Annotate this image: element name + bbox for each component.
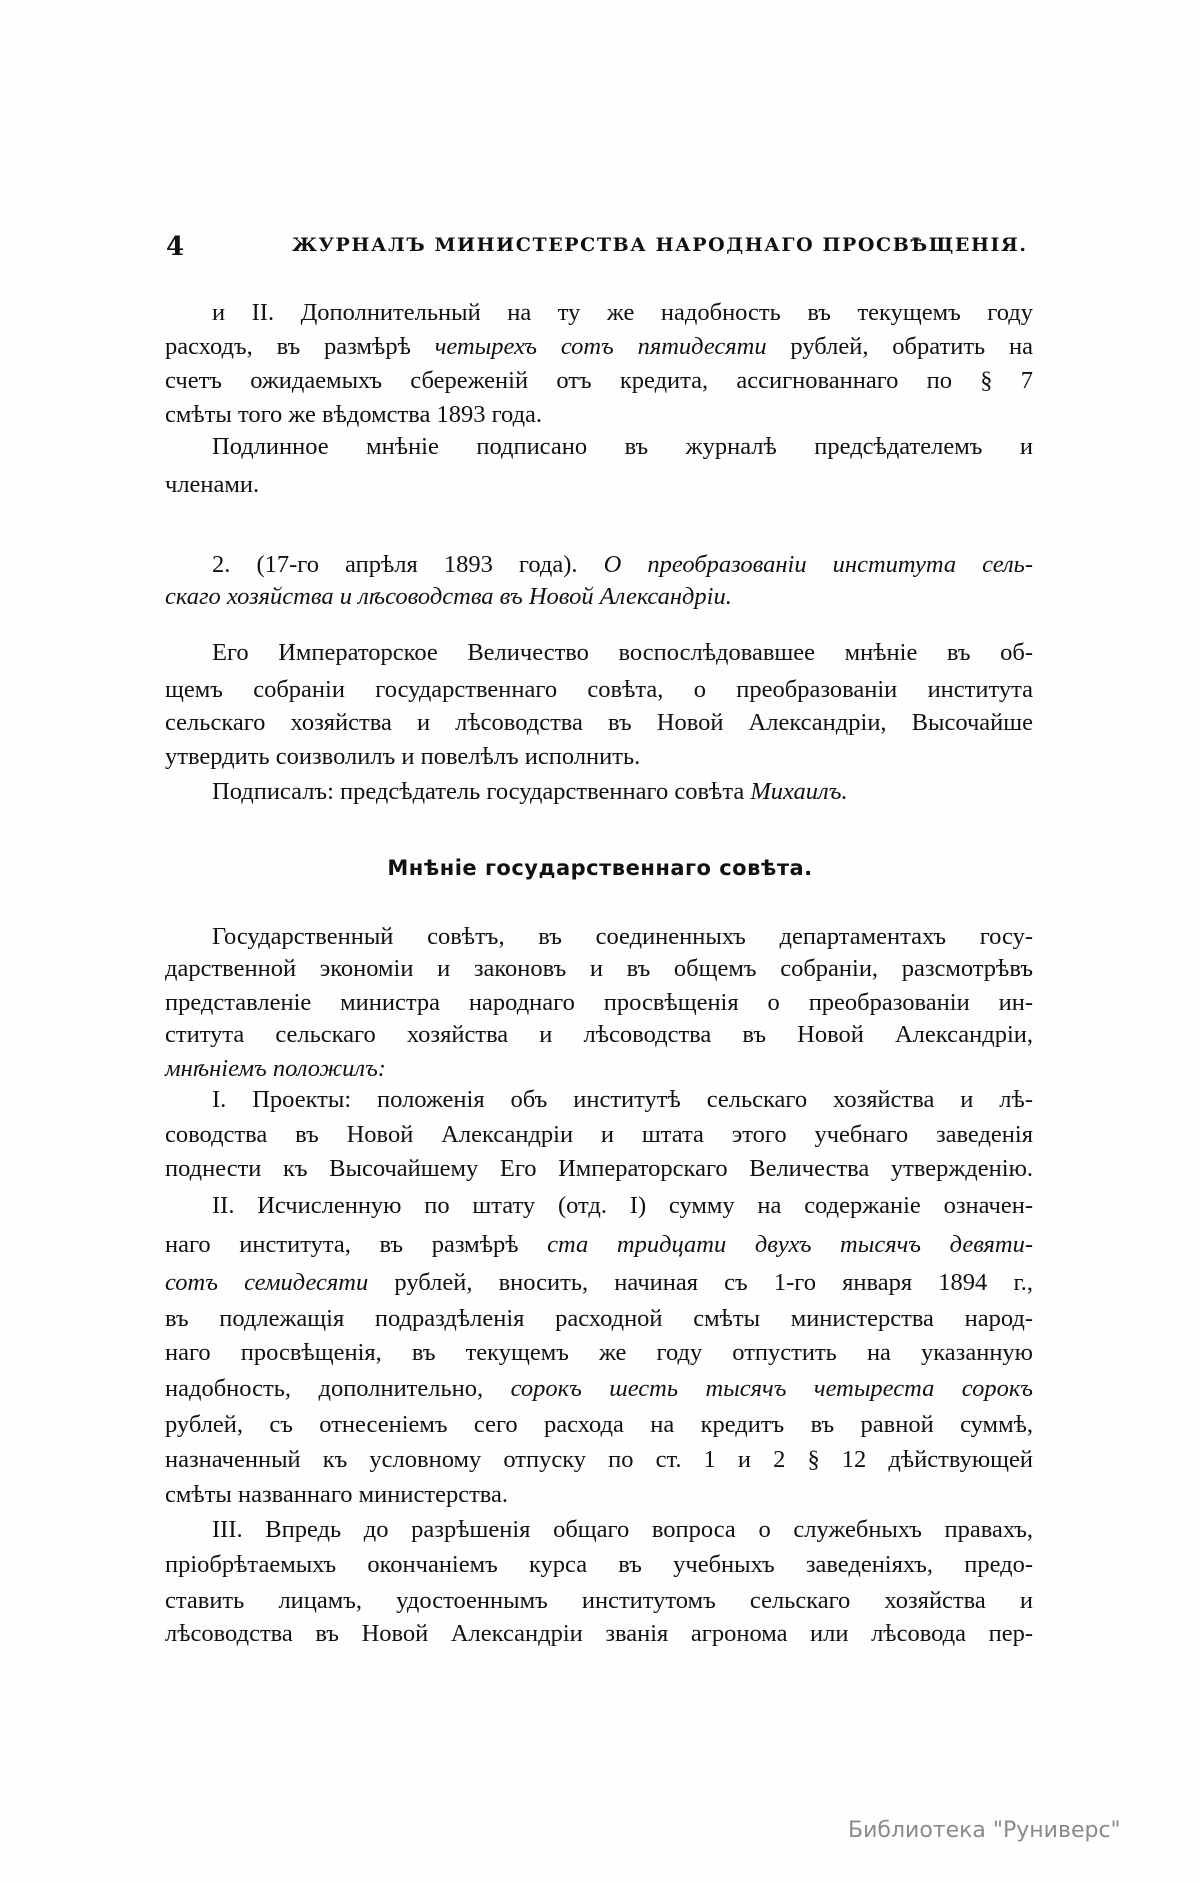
text-line (165, 1617, 1033, 1651)
text-line (165, 1052, 1033, 1086)
text-segment: щемъ собраніи государственнаго совѣта, о преобразованіи института (165, 676, 1033, 703)
text-line (165, 1266, 1033, 1300)
section-heading: Мнѣніе государственнаго совѣта. (387, 856, 813, 880)
text-line (165, 580, 1033, 614)
text-line (165, 1018, 1033, 1052)
text-segment: поднести къ Высочайшему Его Императорскаго Величества утвержденію. (165, 1155, 1033, 1182)
text-line (212, 920, 1033, 954)
italic-text: О преобразованіи института сель- (603, 551, 1033, 578)
text-line (165, 1408, 1033, 1442)
text-segment: представленіе министра народнаго просвѣщенія о преобразованіи ин- (165, 989, 1033, 1016)
text-segment: рублей, обратить на (766, 333, 1033, 360)
text-segment: въ подлежащія подраздѣленія расходной смѣты министерства народ- (165, 1305, 1033, 1332)
italic-text: сотъ семидесяти (165, 1269, 369, 1296)
text-line (212, 775, 1033, 809)
text-segment: соводства въ Новой Александріи и штата этого учебнаго заведенія (165, 1121, 1033, 1148)
text-line (165, 1228, 1033, 1262)
text-segment: дарственной экономіи и законовъ и въ общемъ собраніи, разсмотрѣвъ (165, 955, 1033, 982)
italic-text: Михаилъ. (750, 778, 848, 805)
text-segment: Подлинное мнѣніе подписано въ журналѣ предсѣдателемъ и (212, 433, 1033, 460)
text-segment: утвердить соизволилъ и повелѣлъ исполнить. (165, 743, 641, 770)
text-line (165, 468, 1033, 502)
italic-text: скаго хозяйства и лѣсоводства въ Новой Александріи. (165, 583, 732, 610)
text-segment: I. Проекты: положенія объ институтѣ сельскаго хозяйства и лѣ- (212, 1086, 1033, 1113)
text-line (165, 1478, 1033, 1512)
text-line (212, 548, 1033, 582)
text-line (212, 430, 1033, 464)
text-segment: 2. (17-го апрѣля 1893 года). (212, 551, 604, 578)
italic-text: ста тридцати двухъ тысячъ девяти- (547, 1231, 1033, 1258)
italic-text: мнѣніемъ положилъ: (165, 1055, 386, 1082)
running-head: ЖУРНАЛЪ МИНИСТЕРСТВА НАРОДНАГО ПРОСВѢЩЕНІЯ. (292, 234, 1028, 256)
text-segment: II. Исчисленную по штату (отд. I) сумму на содержаніе означен- (212, 1192, 1033, 1219)
text-segment: сельскаго хозяйства и лѣсоводства въ Новой Александріи, Высочайше (165, 709, 1033, 736)
text-line (212, 1513, 1033, 1547)
italic-text: сорокъ шесть тысячъ четыреста сорокъ (510, 1375, 1033, 1402)
text-line (165, 740, 1033, 774)
text-line (212, 1189, 1033, 1223)
text-line (165, 1548, 1033, 1582)
text-line (165, 1118, 1033, 1152)
text-line (212, 1083, 1033, 1117)
text-line (165, 986, 1033, 1020)
text-segment: ставить лицамъ, удостоеннымъ институтомъ сельскаго хозяйства и (165, 1587, 1033, 1614)
page-number: 4 (166, 232, 185, 262)
text-segment: смѣты того же вѣдомства 1893 года. (165, 401, 543, 428)
text-segment: расходъ, въ размѣрѣ (165, 333, 435, 360)
text-segment: рублей, вносить, начиная съ 1-го января 1894 г., (368, 1269, 1034, 1296)
text-line (165, 706, 1033, 740)
text-segment: и II. Дополнительный на ту же надобность въ текущемъ году (212, 299, 1033, 326)
text-segment: членами. (165, 471, 260, 498)
text-segment: лѣсоводства въ Новой Александріи званія агронома или лѣсовода пер- (165, 1620, 1033, 1647)
text-segment: Его Императорское Величество воспослѣдовавшее мнѣніе въ об- (212, 639, 1033, 666)
italic-text: четырехъ сотъ пятидесяти (434, 333, 767, 360)
text-line (165, 673, 1033, 707)
text-line (165, 1152, 1033, 1186)
text-line (165, 364, 1033, 398)
text-line (165, 952, 1033, 986)
text-segment: счетъ ожидаемыхъ сбереженій отъ кредита, ассигнованнаго по § 7 (165, 367, 1033, 394)
text-segment: наго института, въ размѣрѣ (165, 1231, 548, 1258)
text-segment: назначенный къ условному отпуску по ст. 1 и 2 § 12 дѣйствующей (165, 1446, 1033, 1473)
text-segment: ститута сельскаго хозяйства и лѣсоводства въ Новой Александріи, (165, 1021, 1033, 1048)
text-line (165, 1302, 1033, 1336)
text-line (165, 1584, 1033, 1618)
text-line (165, 398, 1033, 432)
text-segment: наго просвѣщенія, въ текущемъ же году отпустить на указанную (165, 1339, 1033, 1366)
text-segment: пріобрѣтаемыхъ окончаніемъ курса въ учебныхъ заведеніяхъ, предо- (165, 1551, 1033, 1578)
text-line (212, 296, 1033, 330)
text-segment: Государственный совѣтъ, въ соединенныхъ департаментахъ госу- (212, 923, 1033, 950)
text-segment: надобность, дополнительно, (165, 1375, 511, 1402)
text-line (165, 1336, 1033, 1370)
text-segment: рублей, съ отнесеніемъ сего расхода на кредитъ въ равной суммѣ, (165, 1411, 1033, 1438)
text-segment: Подписалъ: предсѣдатель государственнаго совѣта (212, 778, 751, 805)
text-segment: смѣты названнаго министерства. (165, 1481, 509, 1508)
text-line (165, 330, 1033, 364)
text-line (212, 636, 1033, 670)
text-line (165, 1443, 1033, 1477)
text-line (165, 1372, 1033, 1406)
library-watermark: Библиотека "Руниверс" (848, 1818, 1121, 1843)
text-segment: III. Впредь до разрѣшенія общаго вопроса о служебныхъ правахъ, (212, 1516, 1033, 1543)
